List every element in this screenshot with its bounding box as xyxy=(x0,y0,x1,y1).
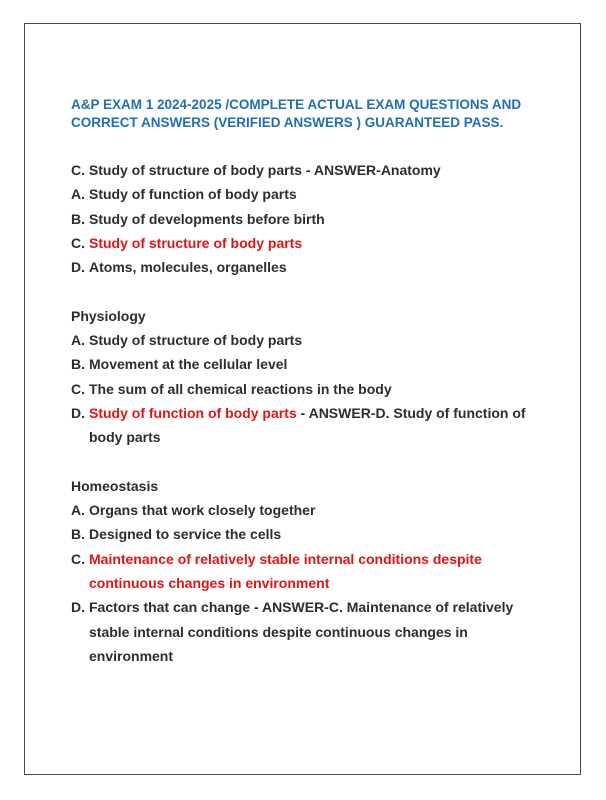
q1-option-d xyxy=(71,255,531,279)
option-text: Study of developments before birth xyxy=(89,210,325,227)
option-label: D. xyxy=(71,404,85,421)
option-text: Designed to service the cells xyxy=(89,526,282,543)
spacer xyxy=(71,450,531,474)
option-label: C. xyxy=(71,380,85,397)
option-text: Movement at the cellular level xyxy=(89,356,288,373)
option-label: D. xyxy=(71,259,85,276)
answer-suffix: - ANSWER-D. Study of function of body parts xyxy=(89,404,526,446)
option-label: B. xyxy=(71,526,85,543)
option-text: Factors that can change - ANSWER-C. Maintenance of relatively stable internal conditions despite continuous changes in environment xyxy=(89,599,514,664)
option-text: Study of structure of body parts xyxy=(89,332,303,349)
q3-option-b xyxy=(71,522,531,546)
option-text-highlighted: Study of function of body parts xyxy=(89,404,297,421)
question-3-heading: Homeostasis xyxy=(71,477,159,494)
option-text: The sum of all chemical reactions in the body xyxy=(89,380,392,397)
q1-option-b xyxy=(71,207,531,231)
option-label: A. xyxy=(71,502,85,519)
question-1-stem: C. Study of structure of body parts - ANSWER-Anatomy xyxy=(71,162,441,178)
option-text-highlighted: Study of structure of body parts xyxy=(89,234,303,251)
option-text: Organs that work closely together xyxy=(89,502,316,519)
option-label: C. xyxy=(71,550,85,567)
option-text: Atoms, molecules, organelles xyxy=(89,259,287,276)
q3-option-d xyxy=(71,595,531,668)
option-label: A. xyxy=(71,332,85,349)
q2-option-a xyxy=(71,328,531,352)
question-2-heading: Physiology xyxy=(71,307,146,324)
option-text-with-answer xyxy=(71,401,531,450)
option-label: B. xyxy=(71,210,85,227)
option-label: B. xyxy=(71,356,85,373)
option-label: C. xyxy=(71,234,85,251)
option-label: A. xyxy=(71,186,85,203)
q3-option-a xyxy=(71,498,531,522)
option-text: Study of function of body parts xyxy=(89,186,297,203)
q2-option-b xyxy=(71,352,531,376)
document-body xyxy=(71,96,531,668)
spacer xyxy=(71,279,531,303)
q2-option-d xyxy=(71,401,531,450)
q1-option-c xyxy=(71,231,531,255)
q1-option-a xyxy=(71,182,531,206)
q3-option-c xyxy=(71,547,531,596)
option-label: D. xyxy=(71,599,85,616)
q2-option-c xyxy=(71,377,531,401)
document-title: A&P EXAM 1 2024-2025 /COMPLETE ACTUAL EXAM QUESTIONS AND CORRECT ANSWERS (VERIFIED ANSWERS ) GUARANTEED PASS. xyxy=(71,97,522,130)
option-text-highlighted: Maintenance of relatively stable internal conditions despite continuous changes in environment xyxy=(89,550,482,592)
